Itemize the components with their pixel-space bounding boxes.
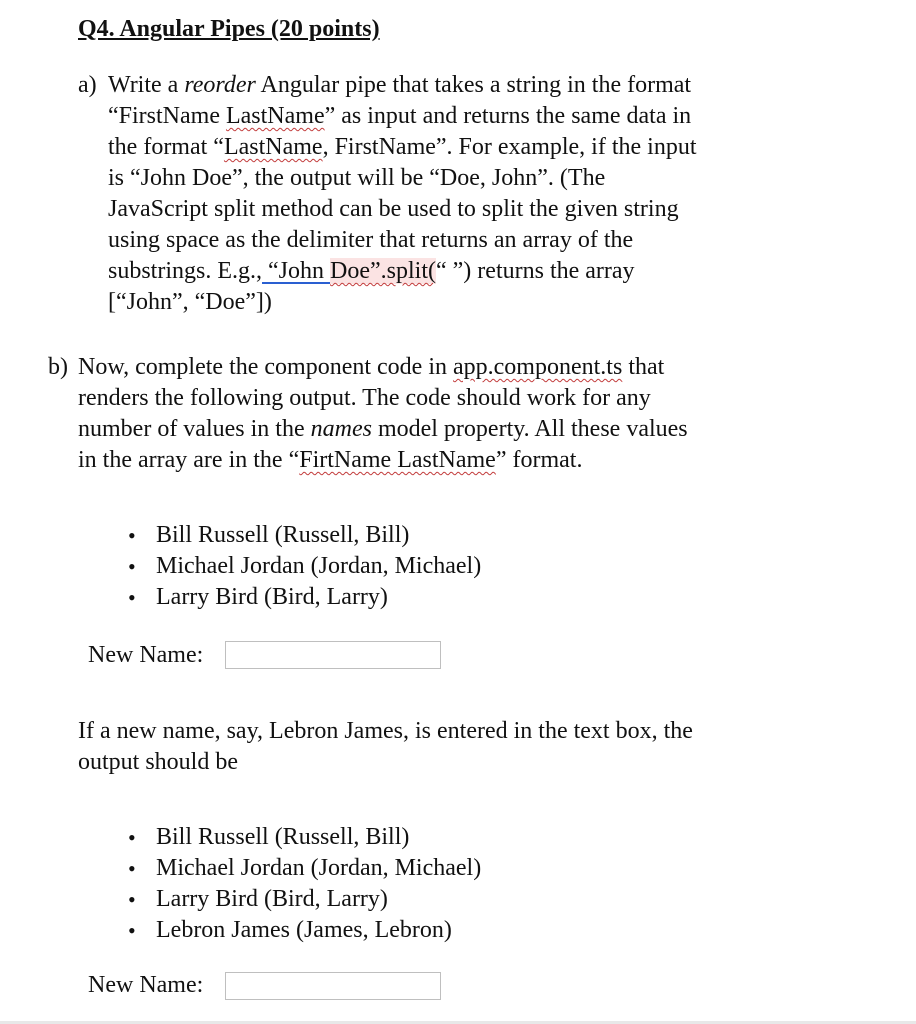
text-span: , FirstName”. For example, if the input xyxy=(322,134,697,160)
part-b-marker: b) xyxy=(48,354,68,380)
spellcheck-word: LastName xyxy=(223,134,323,160)
part-b-line-3 xyxy=(48,414,688,445)
part-b-line-2: renders the following output. The code should work for any xyxy=(78,385,651,411)
text-span: Angular pipe that takes a string in the format xyxy=(255,72,692,98)
list-item xyxy=(126,551,481,582)
list-item-text: Bill Russell (Russell, Bill) xyxy=(156,522,410,548)
list-item xyxy=(126,822,481,853)
part-a-line-6: using space as the delimiter that returns an array of the xyxy=(108,227,634,253)
part-a-line-3 xyxy=(78,132,697,163)
list-item xyxy=(126,915,481,946)
part-a-marker: a) xyxy=(78,72,97,98)
new-name-input[interactable] xyxy=(225,641,441,669)
part-b-paragraph xyxy=(48,352,688,476)
text-span: Now, complete the component code in xyxy=(78,354,453,380)
question-title: Q4. Angular Pipes (20 points) xyxy=(78,16,380,42)
reorder-emphasis: reorder xyxy=(184,72,256,98)
part-a-line-1 xyxy=(78,70,697,101)
followup-line-2: output should be xyxy=(78,749,238,775)
list-item-text: Larry Bird (Bird, Larry) xyxy=(156,584,388,610)
part-a-paragraph xyxy=(78,70,697,318)
bullet-icon: • xyxy=(128,856,136,881)
followup-paragraph xyxy=(78,716,693,778)
new-name-input[interactable] xyxy=(225,972,441,1000)
list-item-text: Michael Jordan (Jordan, Michael) xyxy=(156,553,482,579)
text-span: model property. All these values xyxy=(371,416,688,442)
text-span: that xyxy=(622,354,665,380)
bullet-icon: • xyxy=(128,918,136,943)
part-a-line-8: [“John”, “Doe”]) xyxy=(108,289,272,315)
list-item xyxy=(126,884,481,915)
bullet-icon: • xyxy=(128,554,136,579)
text-span: ” as input and returns the same data in xyxy=(324,103,692,129)
text-span: “ ”) returns the array xyxy=(436,258,635,284)
list-item xyxy=(126,520,481,551)
spellcheck-word: app.component.ts xyxy=(453,354,623,380)
spellcheck-word: FirtName LastName xyxy=(299,447,496,473)
text-span: in the array are in the “ xyxy=(78,447,300,473)
new-name-label: New Name: xyxy=(88,972,204,998)
new-name-label: New Name: xyxy=(88,642,204,668)
bullet-icon: • xyxy=(128,523,136,548)
text-span: the format “ xyxy=(108,134,224,160)
part-b-line-4 xyxy=(48,445,688,476)
part-b-line-1 xyxy=(48,352,688,383)
followup-line-1: If a new name, say, Lebron James, is entered in the text box, the xyxy=(78,718,693,744)
text-span: ” format. xyxy=(495,447,583,473)
part-a-line-7 xyxy=(78,256,697,287)
part-a-line-4: is “John Doe”, the output will be “Doe, John”. (The xyxy=(108,165,606,191)
bullet-icon: • xyxy=(128,585,136,610)
initial-name-list xyxy=(126,520,481,613)
list-item xyxy=(126,582,481,613)
text-span: substrings. E.g., xyxy=(108,258,263,284)
text-span: “FirstName xyxy=(108,103,226,129)
list-item xyxy=(126,853,481,884)
part-a-line-2 xyxy=(78,101,697,132)
list-item-text: Michael Jordan (Jordan, Michael) xyxy=(156,855,482,881)
updated-name-list xyxy=(126,822,481,946)
highlighted-code: Doe”.split( xyxy=(330,258,436,284)
bullet-icon: • xyxy=(128,887,136,912)
text-span: number of values in the xyxy=(78,416,311,442)
bullet-icon: • xyxy=(128,825,136,850)
spellcheck-word: LastName xyxy=(225,103,325,129)
list-item-text: Lebron James (James, Lebron) xyxy=(156,917,452,943)
list-item-text: Larry Bird (Bird, Larry) xyxy=(156,886,388,912)
grammar-flag: “John xyxy=(262,258,331,284)
text-span: Write a xyxy=(108,72,185,98)
names-emphasis: names xyxy=(310,416,372,442)
part-a-line-5: JavaScript split method can be used to split the given string xyxy=(108,196,679,222)
list-item-text: Bill Russell (Russell, Bill) xyxy=(156,824,410,850)
